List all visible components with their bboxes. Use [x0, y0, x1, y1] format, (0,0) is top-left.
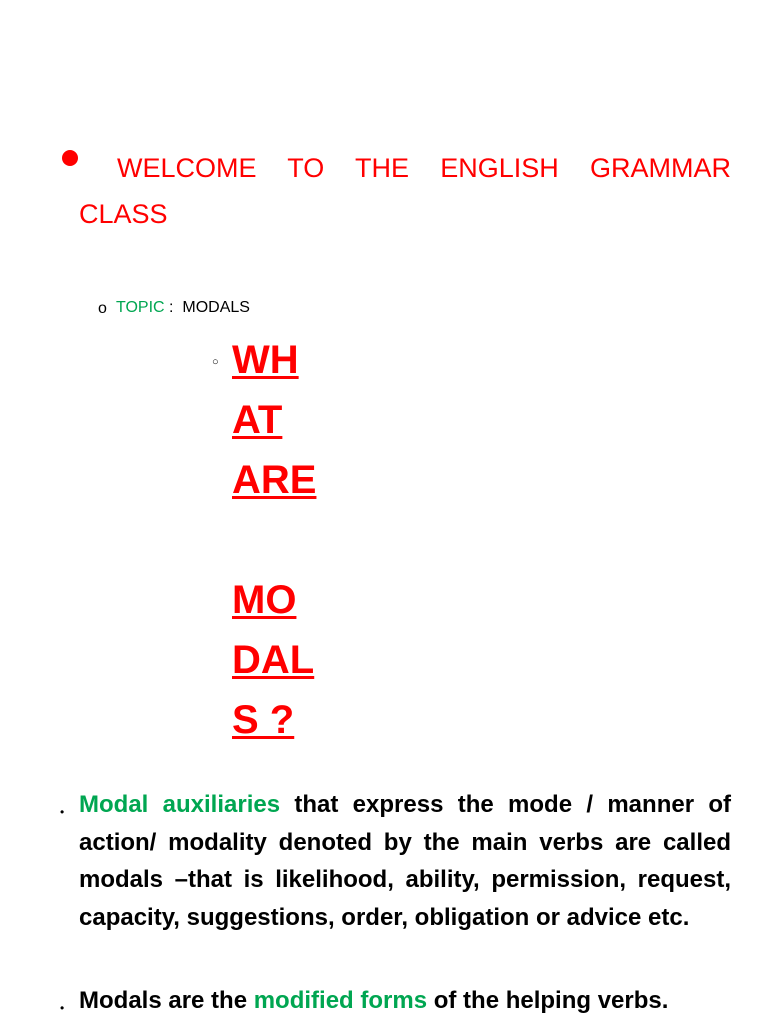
modified-forms-highlight: modified forms — [253, 987, 428, 1014]
question-line: AT — [232, 398, 283, 442]
paragraph-bullet: • — [60, 1001, 65, 1015]
question-line: S ? — [232, 698, 295, 742]
question-line: DAL — [232, 638, 315, 682]
topic-marker: o — [98, 300, 107, 317]
heading-bullet — [62, 150, 78, 166]
topic-line — [116, 297, 250, 319]
modified-forms-paragraph — [79, 982, 731, 1020]
question-line: WH — [232, 338, 299, 382]
topic-label: TOPIC — [116, 299, 165, 316]
definition-highlight: Modal auxiliaries — [79, 791, 281, 818]
paragraph-bullet: • — [60, 805, 65, 819]
modified-forms-before: Modals are the — [79, 987, 254, 1014]
page-title — [79, 145, 731, 237]
topic-value: MODALS — [182, 299, 250, 316]
question-heading — [232, 330, 342, 750]
topic-separator: : — [164, 299, 183, 316]
page-title-text: WELCOME TO THE ENGLISH GRAMMAR CLASS — [79, 153, 731, 229]
question-line: ARE — [232, 458, 317, 502]
definition-paragraph — [79, 786, 731, 936]
question-line: MO — [232, 578, 297, 622]
question-marker: ○ — [212, 356, 219, 368]
definition-text: that express the mode / manner of action/ modality denoted by the main verbs are called modals –that is likelihood, ability, permission, request, capacity, suggestions, order, obligation or advice etc. — [79, 791, 732, 931]
modified-forms-after: of the helping verbs. — [427, 987, 669, 1014]
question-gap — [232, 510, 342, 570]
